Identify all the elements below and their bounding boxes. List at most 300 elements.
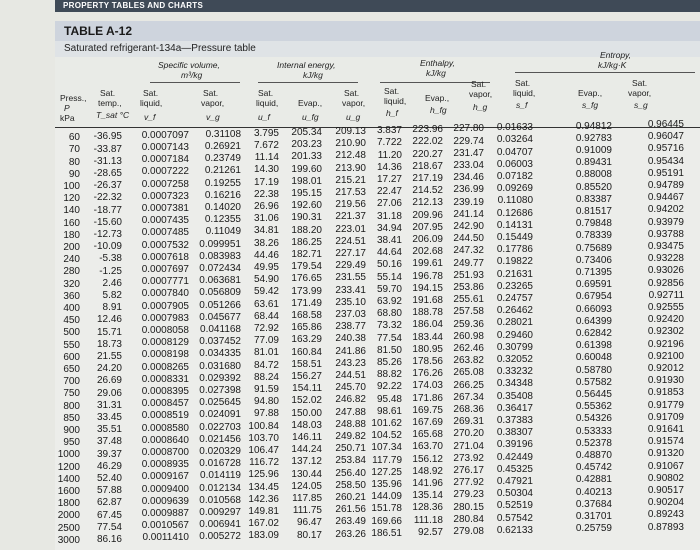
cell-sf: 0.07182 [496,171,533,183]
cell-sfg: 0.31701 [575,510,612,522]
cell-sg: 0.91779 [647,399,684,411]
cell-sg: 0.93788 [647,228,684,240]
cell-ug: 248.88 [335,418,366,430]
cell-hfg: 128.36 [412,502,443,514]
cell-sfg: 0.37684 [575,498,612,510]
cell-vf: 0.0008395 [141,386,189,398]
cell-sf: 0.50304 [496,488,533,500]
cell-hg: 234.46 [453,172,484,184]
cell-hg: 280.84 [453,513,484,525]
cell-hfg: 141.96 [412,478,443,490]
cell-temp: -31.13 [93,155,122,167]
cell-vf: 0.0007983 [141,312,189,324]
cell-hg: 249.77 [453,257,484,269]
cell-press: 140 [63,205,80,217]
cell-hfg: 135.14 [412,490,443,502]
cell-hg: 260.98 [453,330,484,342]
cell-sf: 0.32052 [496,354,533,366]
cell-uf: 183.09 [248,530,279,542]
cell-ufg: 190.31 [291,212,322,224]
cell-ug: 263.49 [335,516,366,528]
cell-hfg: 206.09 [412,234,443,246]
cell-sg: 0.91709 [647,411,684,423]
cell-hf: 151.78 [371,503,402,515]
cell-sf: 0.34348 [496,378,533,390]
cell-ug: 229.49 [335,260,366,272]
cell-temp: -22.32 [93,192,122,204]
cell-sfg: 0.53333 [575,425,612,437]
cell-ufg: 168.58 [291,309,322,321]
cell-hf: 22.47 [376,186,402,198]
cell-hfg: 191.68 [412,295,443,307]
cell-uf: 63.61 [253,298,279,310]
cell-sf: 0.57542 [496,512,533,524]
cell-ufg: 176.65 [291,273,322,285]
cell-temp: 8.91 [102,302,122,314]
cell-ufg: 182.71 [291,248,322,260]
cell-sfg: 0.92783 [575,132,612,144]
cell-hf: 27.06 [376,198,402,210]
cell-hf: 117.79 [372,454,402,466]
cell-temp: -33.87 [93,143,122,155]
cell-ug: 240.38 [335,333,366,345]
cell-vf: 0.0007143 [141,142,189,154]
cell-sfg: 0.45742 [575,462,612,474]
cell-hg: 279.08 [453,525,484,537]
cell-vg: 0.041168 [200,323,241,335]
cell-temp: 35.51 [96,424,122,436]
cell-ufg: 154.11 [292,383,322,395]
cell-ufg: 148.03 [291,419,322,431]
cell-ufg: 158.51 [291,358,322,370]
cell-temp: 15.71 [96,326,122,338]
cell-temp: 86.16 [96,533,122,545]
cell-sfg: 0.67954 [575,291,612,303]
cell-ufg: 188.20 [291,224,322,236]
cell-hg: 242.90 [453,220,484,232]
cell-sfg: 0.57582 [575,376,612,388]
table-title: TABLE A-12 [64,24,133,38]
cell-vf: 0.0008519 [141,410,189,422]
cell-ug: 260.21 [335,491,366,503]
cell-hfg: 186.04 [412,319,443,331]
cell-temp: -26.37 [93,180,122,192]
col-uf-label-2: liquid, [256,98,279,108]
cell-temp: -5.38 [99,253,122,265]
cell-vf: 0.0007840 [141,288,189,300]
cell-uf: 142.36 [248,493,279,505]
cell-ug: 217.53 [335,186,366,198]
group-internal-energy-unit: kJ/kg [303,70,323,80]
cell-sg: 0.93228 [647,253,684,265]
col-uf-symbol: u_f [258,112,270,122]
cell-press: 240 [63,254,80,266]
cell-sfg: 0.64399 [575,315,612,327]
cell-sf: 0.33232 [496,366,533,378]
cell-ufg: 146.11 [292,431,322,443]
cell-ufg: 165.86 [291,322,322,334]
cell-hf: 127.25 [371,466,402,478]
cell-sf: 0.04707 [496,146,533,158]
cell-uf: 116.72 [249,457,279,469]
cell-hfg: 199.61 [412,258,443,270]
cell-sfg: 0.48870 [575,449,612,461]
cell-sf: 0.12686 [496,207,533,219]
cell-press: 90 [68,168,80,180]
cell-sg: 0.92302 [647,326,684,338]
cell-sfg: 0.66093 [575,303,612,315]
cell-sf: 0.36417 [496,402,533,414]
cell-sf: 0.06003 [496,158,533,170]
cell-vf: 0.0007222 [141,166,189,178]
cell-sg: 0.92555 [647,301,684,313]
cell-vg: 0.021456 [199,433,241,445]
cell-press: 1200 [57,461,80,473]
cell-sfg: 0.75689 [575,242,612,254]
cell-sf: 0.29460 [496,329,533,341]
cell-vg: 0.063681 [199,275,241,287]
cell-sf: 0.35408 [496,390,533,402]
cell-vf: 0.0007184 [141,154,189,166]
cell-hg: 255.61 [453,294,484,306]
cell-hf: 7.722 [376,137,402,149]
cell-uf: 34.81 [253,225,279,237]
cell-press: 280 [63,266,80,278]
col-hfg-label: Evap., [425,93,450,103]
cell-sfg: 0.25759 [575,523,612,535]
cell-vg: 0.006941 [199,519,241,531]
cell-vg: 0.056809 [199,287,241,299]
cell-sg: 0.93026 [647,265,684,277]
cell-ug: 256.40 [335,467,366,479]
cell-sg: 0.92100 [647,350,684,362]
cell-vf: 0.0008457 [141,398,189,410]
cell-press: 180 [63,229,80,241]
cell-uf: 54.90 [253,274,279,286]
cell-press: 500 [63,327,80,339]
cell-press: 1800 [57,498,80,510]
cell-temp: 67.45 [96,509,122,521]
cell-hg: 271.04 [453,440,484,452]
cell-hfg: 222.02 [412,136,443,148]
cell-hg: 277.92 [453,477,484,489]
cell-sfg: 0.88008 [575,169,612,181]
cell-sfg: 0.42881 [575,474,612,486]
cell-uf: 68.44 [253,310,279,322]
group-entropy-rule [515,72,695,73]
cell-ug: 261.56 [335,504,366,516]
cell-ufg: 198.01 [291,175,322,187]
cell-vg: 0.025645 [199,397,241,409]
cell-sg: 0.95191 [647,167,684,179]
cell-hg: 239.19 [453,196,484,208]
cell-sg: 0.92012 [647,362,684,374]
cell-vg: 0.022703 [199,421,241,433]
cell-temp: 62.87 [96,497,122,509]
cell-hg: 233.04 [453,159,484,171]
cell-uf: 44.46 [253,249,279,261]
col-sg-label-1: Sat. [632,78,648,88]
cell-uf: 14.30 [253,164,279,176]
cell-hg: 268.36 [453,403,484,415]
cell-ug: 258.50 [335,479,366,491]
col-vg-symbol: v_g [206,112,220,122]
cell-vg: 0.037452 [199,336,241,348]
col-hf-label-1: Sat. [384,86,400,96]
cell-ufg: 96.47 [296,517,322,529]
cell-sfg: 0.40213 [575,486,612,498]
cell-vg: 0.11049 [205,226,241,238]
col-ug-symbol: u_g [346,112,361,122]
cell-vg: 0.009297 [199,506,241,518]
col-vg-label-2: vapor, [201,98,225,108]
cell-press: 400 [63,303,80,315]
cell-uf: 149.81 [248,506,279,518]
cell-temp: -10.09 [93,241,122,253]
col-sf-label-1: Sat. [515,78,531,88]
cell-hf: 50.16 [376,259,402,271]
cell-sg: 0.96047 [647,131,684,143]
cell-hf: 3.837 [376,125,402,137]
col-hg-label-2: vapor, [469,89,493,99]
cell-uf: 97.88 [253,408,279,420]
cell-sf: 0.01633 [496,122,533,134]
cell-ufg: 160.84 [291,346,322,358]
cell-sf: 0.30799 [496,341,533,353]
cell-sg: 0.91853 [647,387,684,399]
cell-sfg: 0.91009 [575,144,612,156]
col-temp-label-2: temp., [98,98,122,108]
group-enthalpy-unit: kJ/kg [426,68,446,78]
cell-uf: 7.672 [253,140,279,152]
cell-uf: 22.38 [253,188,279,200]
cell-press: 160 [63,217,80,229]
cell-hf: 101.62 [371,417,402,429]
col-vf-label-1: Sat. [143,88,159,98]
cell-sfg: 0.89431 [575,157,612,169]
cell-vg: 0.031680 [199,360,241,372]
cell-hf: 135.96 [371,478,402,490]
cell-hfg: 163.70 [412,441,443,453]
cell-hg: 229.74 [453,135,484,147]
cell-sf: 0.52519 [496,500,533,512]
cell-press: 2000 [57,510,80,522]
col-ufg-label: Evap., [298,98,323,108]
cell-hg: 276.17 [453,464,484,476]
cell-sg: 0.91930 [647,375,684,387]
cell-hfg: 212.13 [412,197,443,209]
cell-ug: 243.23 [335,357,366,369]
cell-hfg: 165.68 [412,429,443,441]
cell-sf: 0.03264 [496,134,533,146]
cell-press: 700 [63,376,80,388]
cell-uf: 77.09 [253,335,279,347]
cell-temp: -1.25 [99,265,122,277]
cell-uf: 167.02 [248,518,279,530]
cell-sg: 0.89243 [647,509,684,521]
cell-vg: 0.005272 [199,531,241,543]
cell-temp: 37.48 [96,436,122,448]
cell-hf: 44.64 [376,247,402,259]
cell-uf: 31.06 [253,213,279,225]
cell-vf: 0.0009887 [141,508,189,520]
cell-hf: 11.20 [377,149,402,161]
cell-hg: 273.92 [453,452,484,464]
cell-ug: 221.37 [335,211,366,223]
cell-vg: 0.024091 [199,409,241,421]
cell-hg: 265.08 [453,367,484,379]
col-hg-label-1: Sat. [471,79,487,89]
cell-hf: 107.34 [371,442,402,454]
table-title-bar [55,21,700,41]
cell-ufg: 117.85 [292,492,322,504]
cell-hf: 92.22 [376,381,402,393]
cell-ufg: 203.23 [291,139,322,151]
cell-hg: 247.32 [453,245,484,257]
cell-sg: 0.90204 [647,497,684,509]
cell-sfg: 0.56445 [575,388,612,400]
cell-uf: 38.26 [253,237,279,249]
cell-press: 900 [63,425,80,437]
cell-vf: 0.0010567 [141,520,189,532]
cell-vg: 0.12355 [204,214,241,226]
cell-press: 850 [63,412,80,424]
cell-uf: 26.96 [253,201,279,213]
cell-hfg: 220.27 [412,148,443,160]
cell-sfg: 0.94812 [575,120,612,132]
cell-hfg: 167.69 [412,417,443,429]
cell-uf: 125.96 [248,469,279,481]
cell-hf: 31.18 [376,210,402,222]
cell-sf: 0.28021 [496,317,533,329]
cell-hf: 73.32 [376,320,402,332]
cell-sf: 0.21631 [496,268,533,280]
cell-hf: 14.36 [376,161,402,173]
cell-ug: 215.21 [335,174,366,186]
cell-hfg: 202.68 [412,246,443,258]
cell-hg: 251.93 [453,269,484,281]
cell-ug: 227.17 [335,247,366,259]
cell-temp: -12.73 [93,228,122,240]
cell-vf: 0.0008580 [141,422,189,434]
cell-ufg: 205.34 [291,126,322,138]
cell-press: 2500 [57,522,80,534]
col-uf-label-1: Sat. [258,88,274,98]
cell-hf: 17.27 [376,173,402,185]
cell-hg: 270.20 [453,428,484,440]
cell-temp: 18.73 [96,338,122,350]
cell-hg: 236.99 [453,184,484,196]
cell-vf: 0.0007485 [141,227,189,239]
cell-press: 950 [63,437,80,449]
cell-uf: 134.45 [248,481,279,493]
cell-vg: 0.21261 [204,165,241,177]
cell-ug: 224.51 [335,235,366,247]
cell-temp: 2.46 [102,277,122,289]
cell-vg: 0.014119 [200,470,241,482]
cell-uf: 100.84 [248,420,279,432]
cell-hf: 186.51 [371,527,402,539]
cell-sfg: 0.85520 [575,181,612,193]
group-entropy-unit: kJ/kg·K [598,60,627,70]
cell-vf: 0.0008198 [141,349,189,361]
cell-ufg: 186.25 [291,236,322,248]
col-sg-label-2: vapor, [628,88,652,98]
cell-sg: 0.92420 [647,314,684,326]
group-specific-volume: Specific volume, [158,60,220,70]
cell-sf: 0.14131 [496,219,533,231]
cell-temp: 57.88 [96,485,122,497]
cell-temp: 5.82 [102,289,122,301]
cell-vg: 0.072434 [199,262,241,274]
cell-vf: 0.0008640 [141,434,189,446]
cell-press: 3000 [57,534,80,546]
cell-vf: 0.0007323 [141,190,189,202]
cell-hfg: 176.26 [412,368,443,380]
cell-sg: 0.91641 [647,423,684,435]
cell-ug: 238.77 [335,321,366,333]
cell-vg: 0.083983 [199,250,241,262]
cell-hg: 280.15 [453,501,484,513]
cell-press: 600 [63,351,80,363]
cell-press: 1000 [57,449,80,461]
cell-sg: 0.91067 [647,460,684,472]
cell-press: 800 [63,400,80,412]
cell-sfg: 0.52378 [575,437,612,449]
cell-uf: 94.80 [253,396,279,408]
cell-temp: 12.46 [96,314,122,326]
cell-vg: 0.034335 [199,348,241,360]
group-enthalpy: Enthalpy, [420,58,455,68]
col-vf-symbol: v_f [144,112,156,122]
cell-sf: 0.26462 [496,305,533,317]
cell-ufg: 179.54 [291,261,322,273]
cell-hg: 257.58 [453,306,484,318]
cell-sf: 0.47921 [496,476,533,488]
cell-hf: 77.54 [376,332,402,344]
cell-uf: 81.01 [253,347,279,359]
cell-vf: 0.0007435 [141,215,189,227]
cell-sg: 0.96445 [647,118,684,130]
cell-temp: 77.54 [96,521,122,533]
col-sfg-label: Evap., [578,88,603,98]
cell-vf: 0.0008935 [141,459,189,471]
cell-sfg: 0.60048 [575,352,612,364]
cell-hfg: 223.96 [412,124,443,136]
cell-sf: 0.24757 [496,293,533,305]
cell-sg: 0.94789 [647,179,684,191]
cell-ug: 244.51 [335,369,366,381]
cell-ufg: 152.02 [291,395,322,407]
cell-ufg: 124.05 [291,480,322,492]
cell-press: 60 [68,132,80,144]
cell-uf: 106.47 [248,445,279,457]
col-ug-label-1: Sat. [344,88,360,98]
cell-sf: 0.38307 [496,427,533,439]
cell-press: 360 [63,290,80,302]
cell-ug: 210.90 [335,138,366,150]
cell-sf: 0.45325 [496,463,533,475]
col-hf-label-2: liquid, [384,96,407,106]
cell-press: 70 [68,144,80,156]
cell-ug: 231.55 [335,272,366,284]
cell-ug: 219.56 [335,199,366,211]
cell-hg: 262.46 [453,342,484,354]
cell-hg: 227.80 [453,123,484,135]
group-specific-volume-rule [150,82,240,83]
cell-sg: 0.93475 [647,240,684,252]
cell-uf: 17.19 [253,176,279,188]
